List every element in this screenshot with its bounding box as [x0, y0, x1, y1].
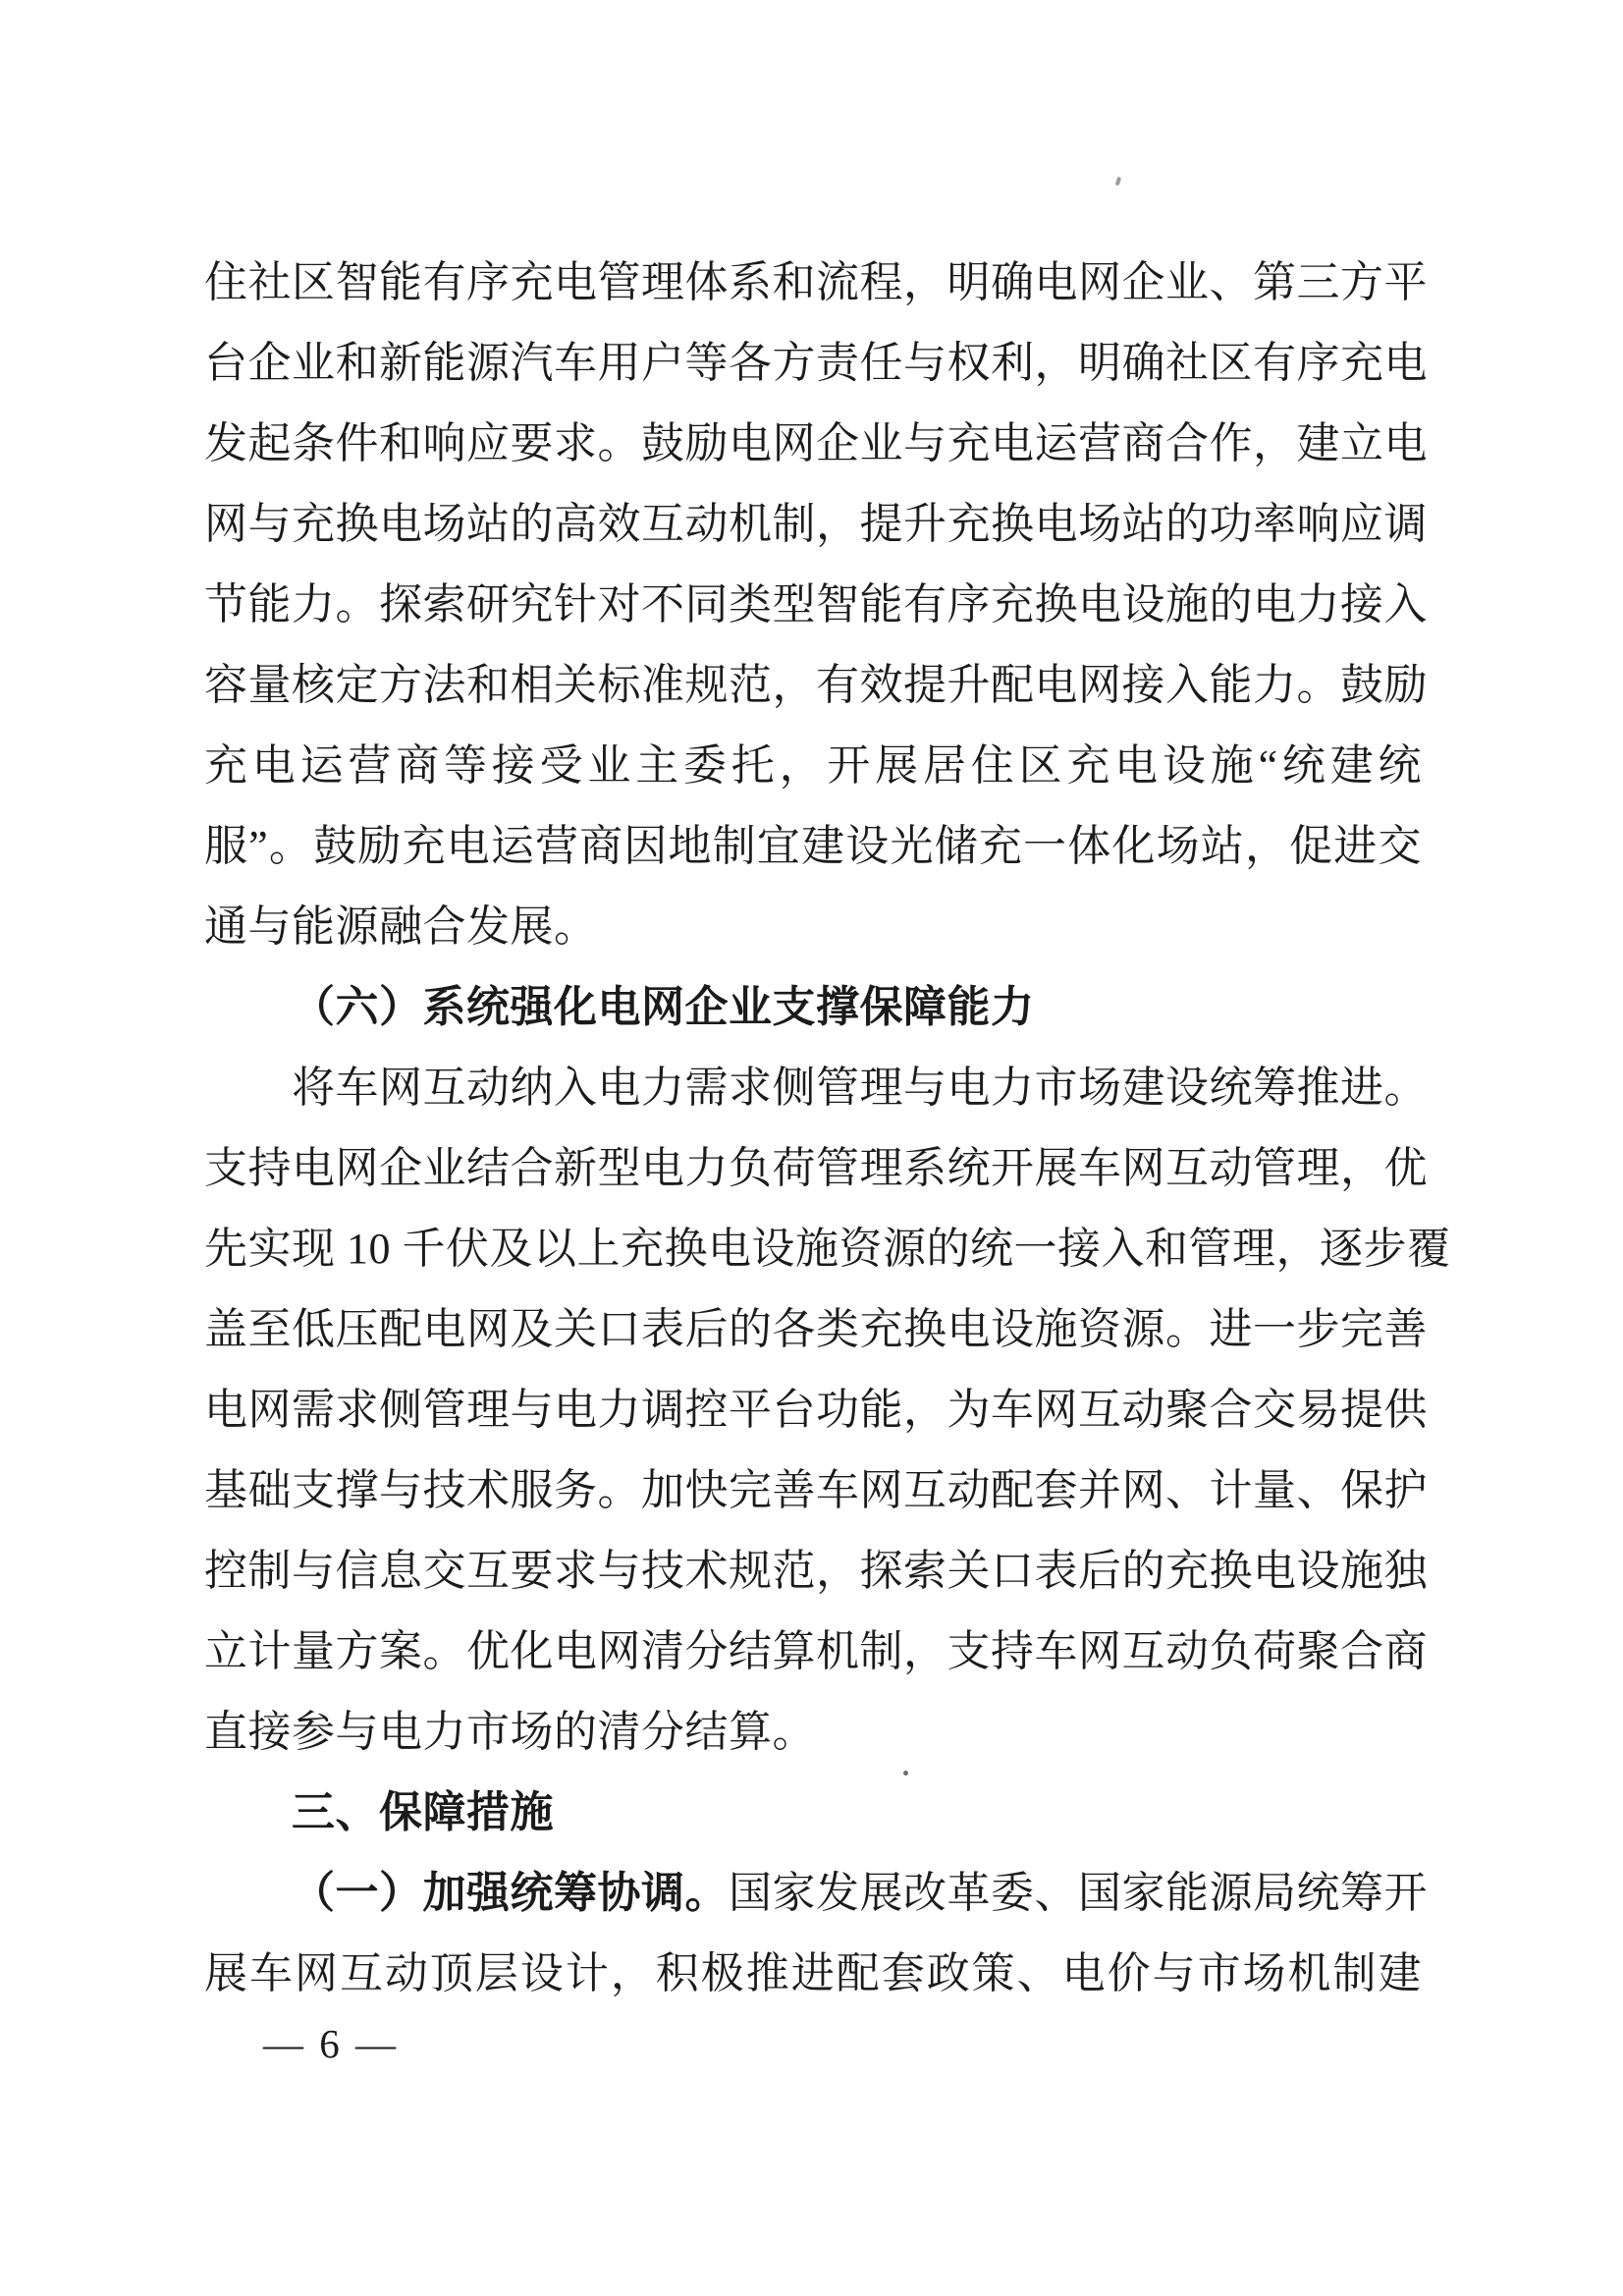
text-line: 充电运营商等接受业主委托，开展居住区充电设施“统建统	[204, 741, 1422, 790]
text-line: 展车网互动顶层设计，积极推进配套政策、电价与市场机制建	[204, 1949, 1422, 1997]
text-line: 支持电网企业结合新型电力负荷管理系统开展车网互动管理，优	[204, 1144, 1428, 1192]
text-line: 控制与信息交互要求与技术规范，探索关口表后的充换电设施独	[204, 1547, 1428, 1595]
text-line: 通与能源融合发展。	[204, 902, 598, 951]
page-number: — 6 —	[263, 2021, 399, 2066]
text-line: 将车网互动纳入电力需求侧管理与电力市场建设统筹推进。	[292, 1064, 1428, 1112]
text-line: 基础支撑与技术服务。加快完善车网互动配套并网、计量、保护	[204, 1466, 1428, 1514]
text-line: 住社区智能有序充电管理体系和流程，明确电网企业、第三方平	[204, 258, 1428, 306]
text-line: 直接参与电力市场的清分结算。	[204, 1708, 816, 1756]
item-one-text: 国家发展改革委、国家能源局统筹开	[729, 1869, 1428, 1917]
text-line: 网与充换电场站的高效互动机制，提升充换电场站的功率响应调	[204, 500, 1428, 548]
text-line: 服”。鼓励充电运营商因地制宜建设光储充一体化场站，促进交	[204, 822, 1422, 870]
scan-artifact	[1115, 177, 1122, 187]
text-line: 容量核定方法和相关标准规范，有效提升配电网接入能力。鼓励	[204, 661, 1428, 709]
text-line: 立计量方案。优化电网清分结算机制，支持车网互动负荷聚合商	[204, 1627, 1428, 1675]
text-line: 台企业和新能源汽车用户等各方责任与权利，明确社区有序充电	[204, 339, 1428, 387]
document-body	[204, 243, 1451, 2014]
text-line: 节能力。探索研究针对不同类型智能有序充换电设施的电力接入	[204, 580, 1428, 629]
text-line: 先实现 10 千伏及以上充换电设施资源的统一接入和管理，逐步覆	[204, 1225, 1451, 1273]
section-heading-six: （六）系统强化电网企业支撑保障能力	[292, 983, 1035, 1031]
text-line	[204, 1853, 1428, 1934]
section-heading-three: 三、保障措施	[292, 1788, 554, 1836]
scan-artifact	[903, 1771, 908, 1776]
text-line: 发起条件和响应要求。鼓励电网企业与充电运营商合作，建立电	[204, 419, 1428, 467]
text-line: 电网需求侧管理与电力调控平台功能，为车网互动聚合交易提供	[204, 1386, 1428, 1434]
item-one-bold-lead: （一）加强统筹协调。	[292, 1869, 729, 1917]
text-line: 盖至低压配电网及关口表后的各类充换电设施资源。进一步完善	[204, 1305, 1428, 1353]
